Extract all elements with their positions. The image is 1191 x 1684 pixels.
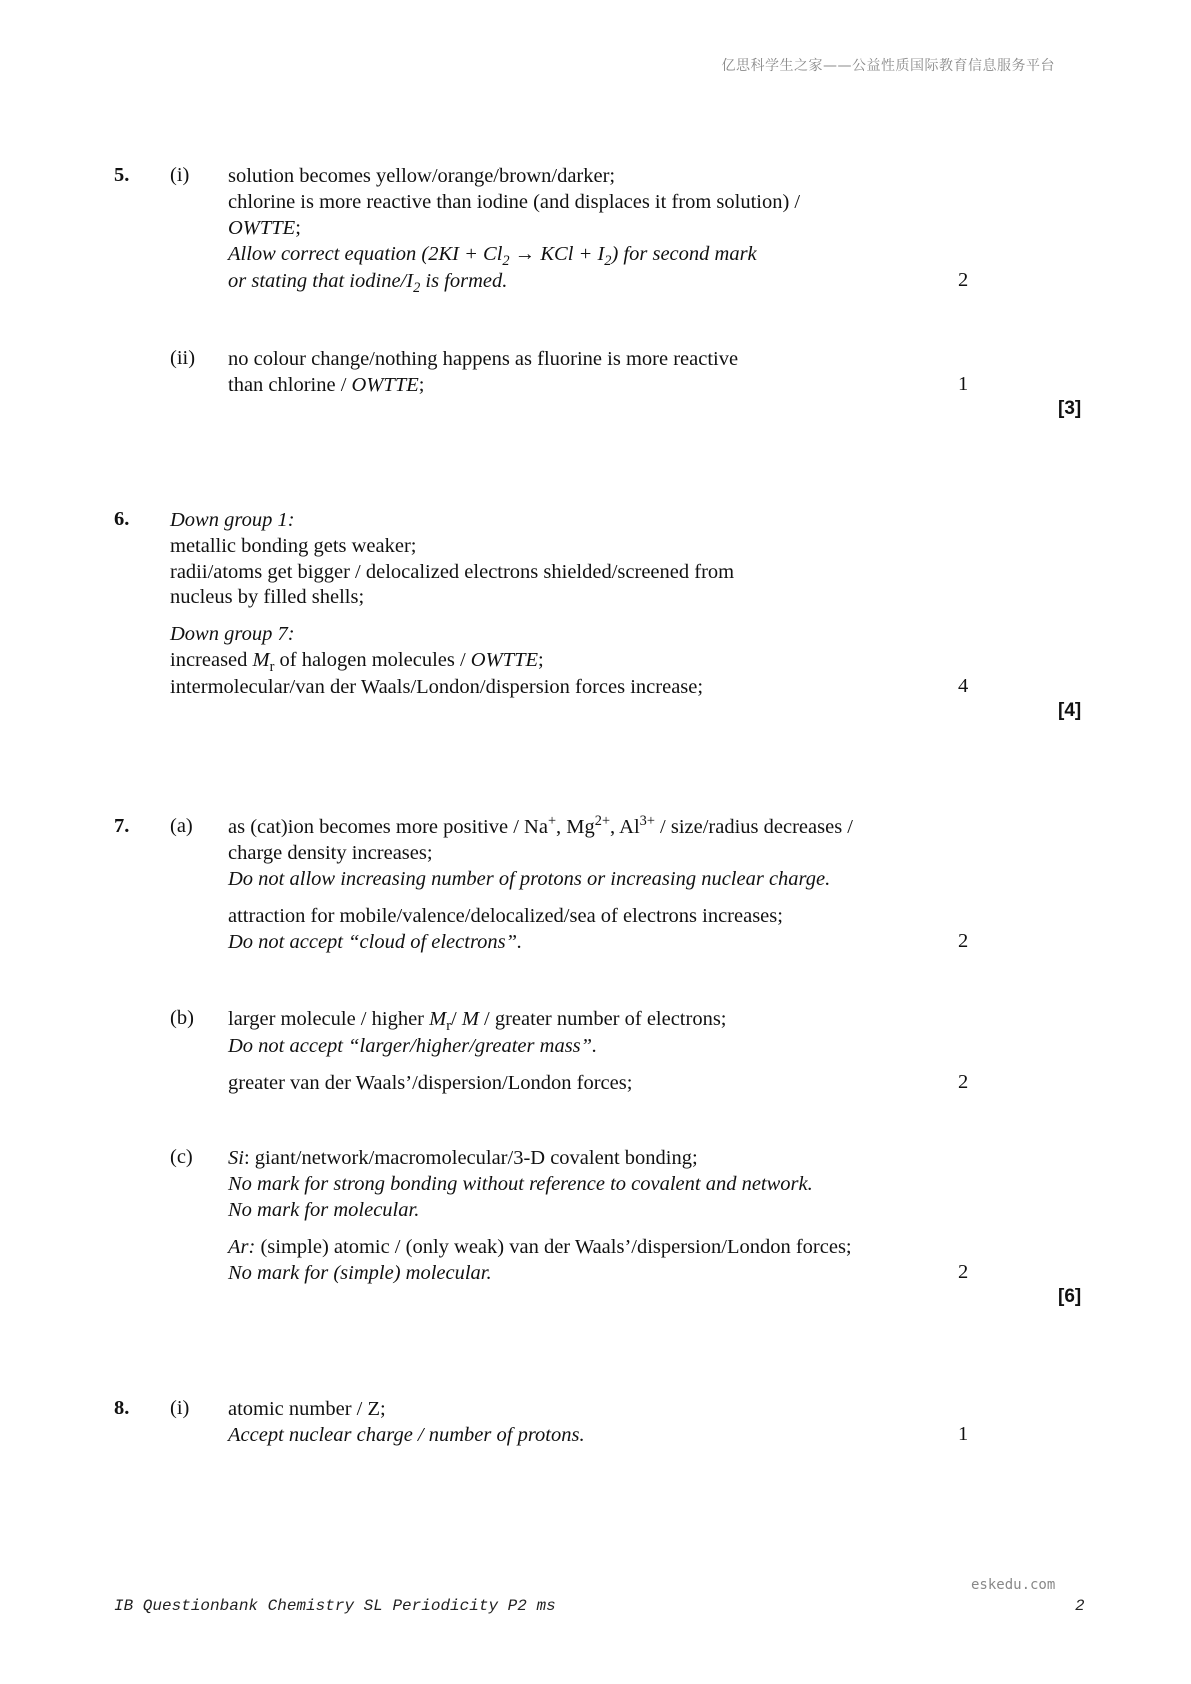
mark: 4 <box>958 675 969 697</box>
note-line: or stating that iodine/$I_2$ is formed. <box>228 270 508 297</box>
answer-line: Si: giant/network/macromolecular/3-D covalent bonding; <box>228 1147 698 1169</box>
answer-line: Ar: (simple) atomic / (only weak) van der Waals’/dispersion/London forces; <box>228 1236 852 1258</box>
part-label: (a) <box>170 815 193 837</box>
mark: 2 <box>958 1261 969 1283</box>
mark: 2 <box>958 269 969 291</box>
note-line: Do not allow increasing number of protons or increasing nuclear charge. <box>228 868 831 890</box>
mark: 1 <box>958 1423 969 1445</box>
answer-line: radii/atoms get bigger / delocalized electrons shielded/screened from <box>170 561 735 583</box>
mark: 1 <box>958 373 969 395</box>
page-number: 2 <box>1075 1597 1085 1615</box>
answer-line: increased $M_r$ of halogen molecules / OWTTE; <box>170 649 544 676</box>
note-line: No mark for strong bonding without reference to covalent and network. <box>228 1173 813 1195</box>
part-label: (c) <box>170 1146 193 1168</box>
note-line: No mark for molecular. <box>228 1199 420 1221</box>
answer-line: metallic bonding gets weaker; <box>170 535 417 557</box>
header-site: 亿思科学生之家——公益性质国际教育信息服务平台 <box>721 58 1055 74</box>
note-line: Accept nuclear charge / number of protons. <box>228 1424 585 1446</box>
question-number: 8. <box>114 1397 130 1419</box>
answer-line: OWTTE; <box>228 217 301 239</box>
answer-line: larger molecule / higher $M_r/$ M / greater number of electrons; <box>228 1008 727 1035</box>
answer-line: intermolecular/van der Waals/London/dispersion forces increase; <box>170 676 704 698</box>
question-number: 5. <box>114 164 130 186</box>
watermark: eskedu.com <box>971 1577 1056 1593</box>
part-label: (i) <box>170 1397 190 1419</box>
answer-line: nucleus by filled shells; <box>170 586 365 608</box>
section-heading: Down group 1: <box>170 509 295 531</box>
footer-title: IB Questionbank Chemistry SL Periodicity P2 ms <box>114 1597 556 1615</box>
answer-line: solution becomes yellow/orange/brown/darker; <box>228 165 616 187</box>
section-heading: Down group 7: <box>170 623 295 645</box>
total-marks: [3] <box>1058 398 1082 419</box>
part-label: (ii) <box>170 347 196 369</box>
note-line: Do not accept “cloud of electrons”. <box>228 931 523 953</box>
question-number: 6. <box>114 508 130 530</box>
note-line: Allow correct equation ($2KI + Cl_2$ → KCl + $I_2$) for second mark <box>228 243 757 270</box>
part-label: (b) <box>170 1007 194 1029</box>
mark: 2 <box>958 1071 969 1093</box>
answer-line: than chlorine / OWTTE; <box>228 374 425 396</box>
answer-line: chlorine is more reactive than iodine (and displaces it from solution) / <box>228 191 801 213</box>
mark: 2 <box>958 930 969 952</box>
note-line: Do not accept “larger/higher/greater mass”. <box>228 1035 598 1057</box>
answer-line: no colour change/nothing happens as fluorine is more reactive <box>228 348 739 370</box>
part-label: (i) <box>170 164 190 186</box>
answer-line: atomic number / Z; <box>228 1398 386 1420</box>
total-marks: [4] <box>1058 700 1082 721</box>
answer-line: charge density increases; <box>228 842 433 864</box>
total-marks: [6] <box>1058 1286 1082 1307</box>
question-number: 7. <box>114 815 130 837</box>
answer-line: as (cat)ion becomes more positive / Na+, $Mg^{2+}$, $Al^{3+}$ / size/radius decreases / <box>228 813 854 838</box>
note-line: No mark for (simple) molecular. <box>228 1262 492 1284</box>
answer-line: greater van der Waals’/dispersion/London forces; <box>228 1072 633 1094</box>
answer-line: attraction for mobile/valence/delocalized/sea of electrons increases; <box>228 905 783 927</box>
